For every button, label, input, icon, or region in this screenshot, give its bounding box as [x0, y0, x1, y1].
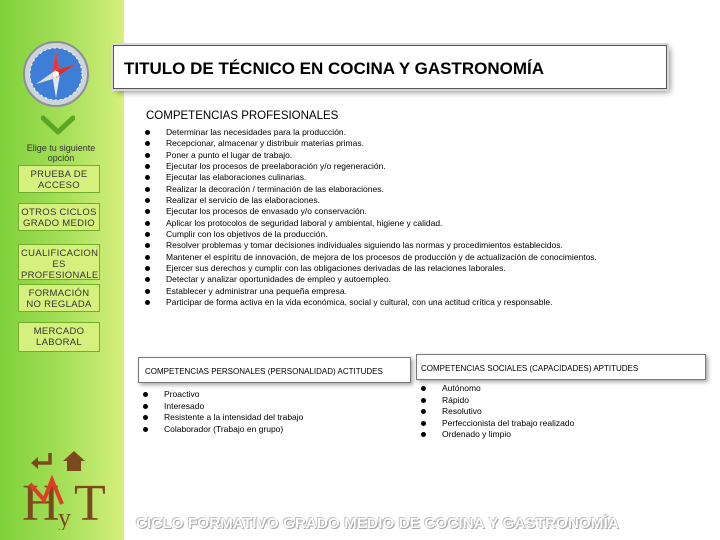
list-item: Mantener el espíritu de innovación, de mejora de los procesos de producción y de actualización de conocimientos. — [142, 252, 597, 263]
list-item: Aplicar los protocolos de seguridad laboral y ambiental, higiene y calidad. — [142, 218, 597, 229]
cualificaciones-button[interactable]: CUALIFICACION ES PROFESIONALE — [18, 244, 100, 280]
prueba-de-acceso-button[interactable]: PRUEBA DE ACCESO — [18, 165, 100, 193]
competencias-personales-list — [140, 389, 303, 435]
list-item: Autónomo — [418, 383, 574, 395]
list-item: Resistente a la intensidad del trabajo — [140, 412, 303, 424]
svg-text:y: y — [58, 503, 71, 530]
list-item: Interesado — [140, 401, 303, 413]
list-item: Ejecutar los procesos de preelaboración y/o regeneración. — [142, 161, 597, 172]
page-title: TITULO DE TÉCNICO EN COCINA Y GASTRONOMÍA — [124, 59, 544, 78]
list-item: Ejecutar las elaboraciones culinarias. — [142, 172, 597, 183]
list-item: Poner a punto el lugar de trabajo. — [142, 150, 597, 161]
sidebar-hint: Elige tu siguiente opción — [26, 143, 96, 163]
home-icon[interactable] — [62, 450, 86, 472]
list-item: Realizar la decoración / terminación de las elaboraciones. — [142, 184, 597, 195]
svg-text:H: H — [22, 475, 60, 530]
list-item: Realizar el servicio de las elaboraciones. — [142, 195, 597, 206]
list-item: Participar de forma activa en la vida económica, social y cultural, con una actitud crítica y responsable. — [142, 297, 597, 308]
list-item: Resolver problemas y tomar decisiones individuales siguiendo las normas y procedimientos establecidos. — [142, 240, 597, 251]
compass-icon[interactable] — [22, 40, 90, 108]
competencias-profesionales-list — [142, 127, 597, 308]
list-item: Rápido — [418, 395, 574, 407]
competencias-sociales-heading: COMPETENCIAS SOCIALES (CAPACIDADES) APTITUDES — [421, 364, 639, 373]
title-box — [113, 45, 667, 89]
formacion-no-reglada-button[interactable]: FORMACIÓN NO REGLADA — [18, 284, 100, 312]
list-item: Proactivo — [140, 389, 303, 401]
list-item: Detectar y analizar oportunidades de empleo y autoempleo. — [142, 274, 597, 285]
mercado-laboral-button[interactable]: MERCADO LABORAL — [18, 322, 100, 352]
competencias-profesionales-heading: COMPETENCIAS PROFESIONALES — [146, 110, 339, 122]
chevron-down-icon — [41, 115, 75, 135]
list-item: Resolutivo — [418, 406, 574, 418]
otros-ciclos-button[interactable]: OTROS CICLOS GRADO MEDIO — [18, 203, 100, 231]
list-item: Perfeccionista del trabajo realizado — [418, 418, 574, 430]
list-item: Colaborador (Trabajo en grupo) — [140, 424, 303, 436]
footer-title: CICLO FORMATIVO GRADO MEDIO DE COCINA Y GASTRONOMÍA — [136, 515, 619, 532]
svg-text:T: T — [74, 475, 106, 530]
back-icon[interactable] — [30, 450, 54, 472]
list-item: Determinar las necesidades para la producción. — [142, 127, 597, 138]
list-item: Ejercer sus derechos y cumplir con las obligaciones derivadas de las relaciones laborales. — [142, 263, 597, 274]
list-item: Recepcionar, almacenar y distribuir materias primas. — [142, 138, 597, 149]
list-item: Ordenado y limpio — [418, 429, 574, 441]
hyt-logo — [22, 470, 112, 530]
competencias-sociales-box — [416, 354, 706, 380]
competencias-sociales-list — [418, 383, 574, 441]
list-item: Ejecutar los procesos de envasado y/o conservación. — [142, 206, 597, 217]
competencias-personales-heading: COMPETENCIAS PERSONALES (PERSONALIDAD) ACTITUDES — [145, 367, 383, 376]
competencias-personales-box — [138, 357, 411, 383]
list-item: Establecer y administrar una pequeña empresa. — [142, 286, 597, 297]
list-item: Cumplir con los objetivos de la producción. — [142, 229, 597, 240]
sidebar — [0, 0, 124, 540]
